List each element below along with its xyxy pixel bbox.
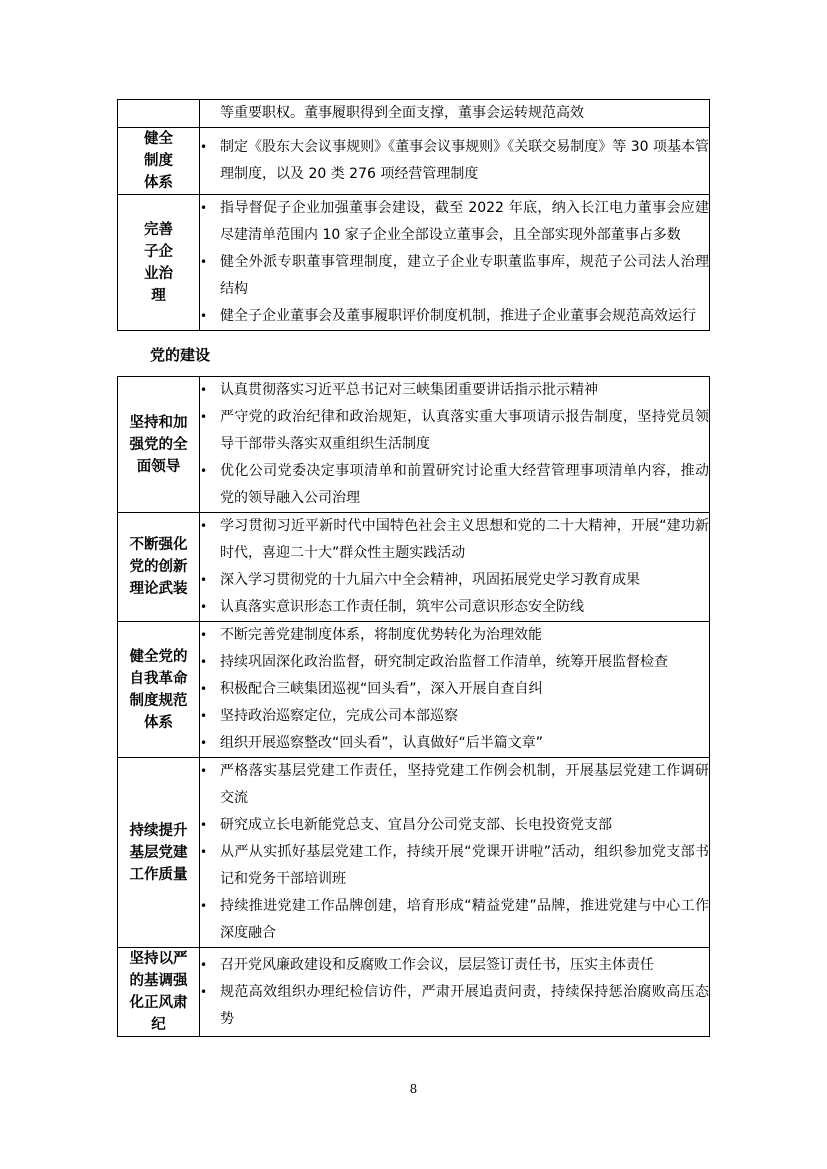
row-label: 持续提升 基层党建 工作质量 bbox=[129, 822, 188, 883]
list-item bbox=[200, 979, 709, 1033]
bullet-icon: • bbox=[200, 464, 208, 478]
row-label: 完善 子企 业治 理 bbox=[144, 221, 173, 304]
table-row bbox=[118, 513, 710, 622]
bullet-icon: • bbox=[200, 764, 208, 778]
list-item bbox=[200, 893, 709, 947]
list-item-text: 组织开展巡察整改“回头看”，认真做好“后半篇文章” bbox=[220, 735, 544, 751]
list-item-text: 健全外派专职董事管理制度，建立子企业专职董监事库，规范子公司法人治理结构 bbox=[220, 254, 709, 297]
list-item-text: 积极配合三峡集团巡视“回头看”，深入开展自查自纠 bbox=[220, 681, 543, 697]
table-row bbox=[118, 128, 710, 195]
list-item-text: 优化公司党委决定事项清单和前置研究讨论重大经营管理事项清单内容，推动党的领导融入公司治理 bbox=[220, 463, 709, 506]
governance-table bbox=[117, 99, 710, 331]
bullet-icon: • bbox=[200, 736, 208, 750]
governance-table-body bbox=[118, 100, 710, 331]
list-item-text: 严守党的政治纪律和政治规矩，认真落实重大事项请示报告制度，坚持党员领导干部带头落实双重组织生活制度 bbox=[220, 409, 709, 452]
list-item bbox=[200, 567, 709, 594]
page-number: 8 bbox=[409, 1082, 418, 1096]
table-row bbox=[118, 622, 710, 758]
list-item bbox=[200, 404, 709, 458]
bullet-icon: • bbox=[200, 309, 208, 323]
row-content-cell bbox=[200, 195, 710, 331]
table-row bbox=[118, 195, 710, 331]
table-row bbox=[118, 377, 710, 513]
list-item-text: 认真落实意识形态工作责任制，筑牢公司意识形态安全防线 bbox=[220, 599, 584, 615]
row-label-cell bbox=[118, 513, 200, 622]
list-item bbox=[200, 703, 709, 730]
list-item bbox=[200, 458, 709, 512]
list-item bbox=[200, 134, 709, 188]
bullet-icon: • bbox=[200, 709, 208, 723]
list-item-text: 规范高效组织办理纪检信访件，严肃开展追责问责，持续保持惩治腐败高压态势 bbox=[220, 983, 709, 1027]
bullet-icon: • bbox=[200, 383, 208, 397]
bullet-icon: • bbox=[200, 573, 208, 587]
row-content-cell bbox=[200, 622, 710, 758]
list-item-text: 认真贯彻落实习近平总书记对三峡集团重要讲话指示批示精神 bbox=[220, 382, 598, 398]
row-content-cell bbox=[200, 948, 710, 1037]
list-item bbox=[200, 195, 709, 249]
bullet-icon: • bbox=[200, 201, 208, 215]
list-item-text: 严格落实基层党建工作责任，坚持党建工作例会机制，开展基层党建工作调研交流 bbox=[220, 763, 709, 806]
bullet-icon: • bbox=[200, 140, 208, 154]
list-item bbox=[200, 249, 709, 303]
table-row bbox=[118, 948, 710, 1037]
section-title: 党的建设 bbox=[150, 346, 211, 364]
list-item-text: 不断完善党建制度体系，将制度优势转化为治理效能 bbox=[220, 627, 542, 643]
bullet-icon: • bbox=[200, 899, 208, 913]
continued-text: 等重要职权。董事履职得到全面支撑，董事会运转规范高效 bbox=[220, 105, 584, 121]
bullet-icon: • bbox=[200, 410, 208, 424]
bullet-icon: • bbox=[200, 600, 208, 614]
list-item-text: 召开党风廉政建设和反腐败工作会议，层层签订责任书，压实主体责任 bbox=[220, 956, 654, 973]
bullet-icon: • bbox=[200, 255, 208, 269]
list-item bbox=[200, 622, 709, 649]
list-item-text: 持续巩固深化政治监督，研究制定政治监督工作清单，统筹开展监督检查 bbox=[220, 654, 668, 670]
list-item bbox=[200, 513, 709, 567]
row-content-cell bbox=[200, 100, 710, 128]
row-label: 健全 制度 体系 bbox=[144, 131, 173, 191]
row-content-cell bbox=[200, 513, 710, 622]
row-label-cell bbox=[118, 758, 200, 948]
bullet-icon: • bbox=[200, 628, 208, 642]
row-content-cell bbox=[200, 758, 710, 948]
table-row bbox=[118, 758, 710, 948]
list-item bbox=[200, 730, 709, 757]
table-row bbox=[118, 100, 710, 128]
list-item-text: 制定《股东大会议事规则》《董事会议事规则》《关联交易制度》等 30 项基本管理制度，以及 20 类 276 项经营管理制度 bbox=[220, 139, 709, 182]
list-item-text: 指导督促子企业加强董事会建设，截至 2022 年底，纳入长江电力董事会应建尽建清单范围内 10 家子企业全部设立董事会，且全部实现外部董事占多数 bbox=[220, 200, 709, 243]
list-item bbox=[200, 839, 709, 893]
row-content-cell bbox=[200, 128, 710, 195]
list-item-text: 学习贯彻习近平新时代中国特色社会主义思想和党的二十大精神，开展“建功新时代，喜迎二十大”群众性主题实践活动 bbox=[220, 518, 709, 561]
list-item bbox=[200, 377, 709, 404]
bullet-icon: • bbox=[200, 818, 208, 832]
row-label: 坚持和加 强党的全 面领导 bbox=[129, 414, 188, 475]
party-building-table-body bbox=[118, 377, 710, 1037]
list-item-text: 深入学习贯彻党的十九届六中全会精神，巩固拓展党史学习教育成果 bbox=[220, 572, 640, 588]
bullet-icon: • bbox=[200, 682, 208, 696]
list-item-text: 健全子企业董事会及董事履职评价制度机制，推进子企业董事会规范高效运行 bbox=[220, 308, 696, 324]
row-label-cell bbox=[118, 948, 200, 1037]
row-label-cell bbox=[118, 128, 200, 195]
row-label-cell bbox=[118, 377, 200, 513]
list-item bbox=[200, 303, 709, 330]
row-label-cell bbox=[118, 622, 200, 758]
list-item bbox=[200, 812, 709, 839]
bullet-icon: • bbox=[200, 845, 208, 859]
list-item bbox=[200, 676, 709, 703]
list-item bbox=[200, 952, 709, 979]
row-label-cell bbox=[118, 195, 200, 331]
row-content-cell bbox=[200, 377, 710, 513]
party-building-table bbox=[117, 376, 710, 1037]
row-label: 不断强化 党的创新 理论武装 bbox=[129, 537, 188, 597]
row-label: 健全党的 自我革命 制度规范 体系 bbox=[129, 648, 188, 731]
list-item-text: 持续推进党建工作品牌创建，培育形成“精益党建”品牌，推进党建与中心工作深度融合 bbox=[220, 898, 709, 941]
bullet-icon: • bbox=[200, 655, 208, 669]
list-item bbox=[200, 594, 709, 621]
bullet-icon: • bbox=[200, 957, 208, 972]
list-item-text: 研究成立长电新能党总支、宜昌分公司党支部、长电投资党支部 bbox=[220, 817, 612, 833]
list-item bbox=[200, 758, 709, 812]
list-item bbox=[200, 649, 709, 676]
row-label-cell bbox=[118, 100, 200, 128]
list-item-text: 从严从实抓好基层党建工作，持续开展“党课开讲啦”活动，组织参加党支部书记和党务干部培训班 bbox=[220, 844, 709, 887]
bullet-icon: • bbox=[200, 519, 208, 533]
row-label: 坚持以严 的基调强 化正风肃 纪 bbox=[129, 951, 188, 1033]
bullet-icon: • bbox=[200, 984, 208, 999]
list-item-text: 坚持政治巡察定位，完成公司本部巡察 bbox=[220, 708, 458, 724]
